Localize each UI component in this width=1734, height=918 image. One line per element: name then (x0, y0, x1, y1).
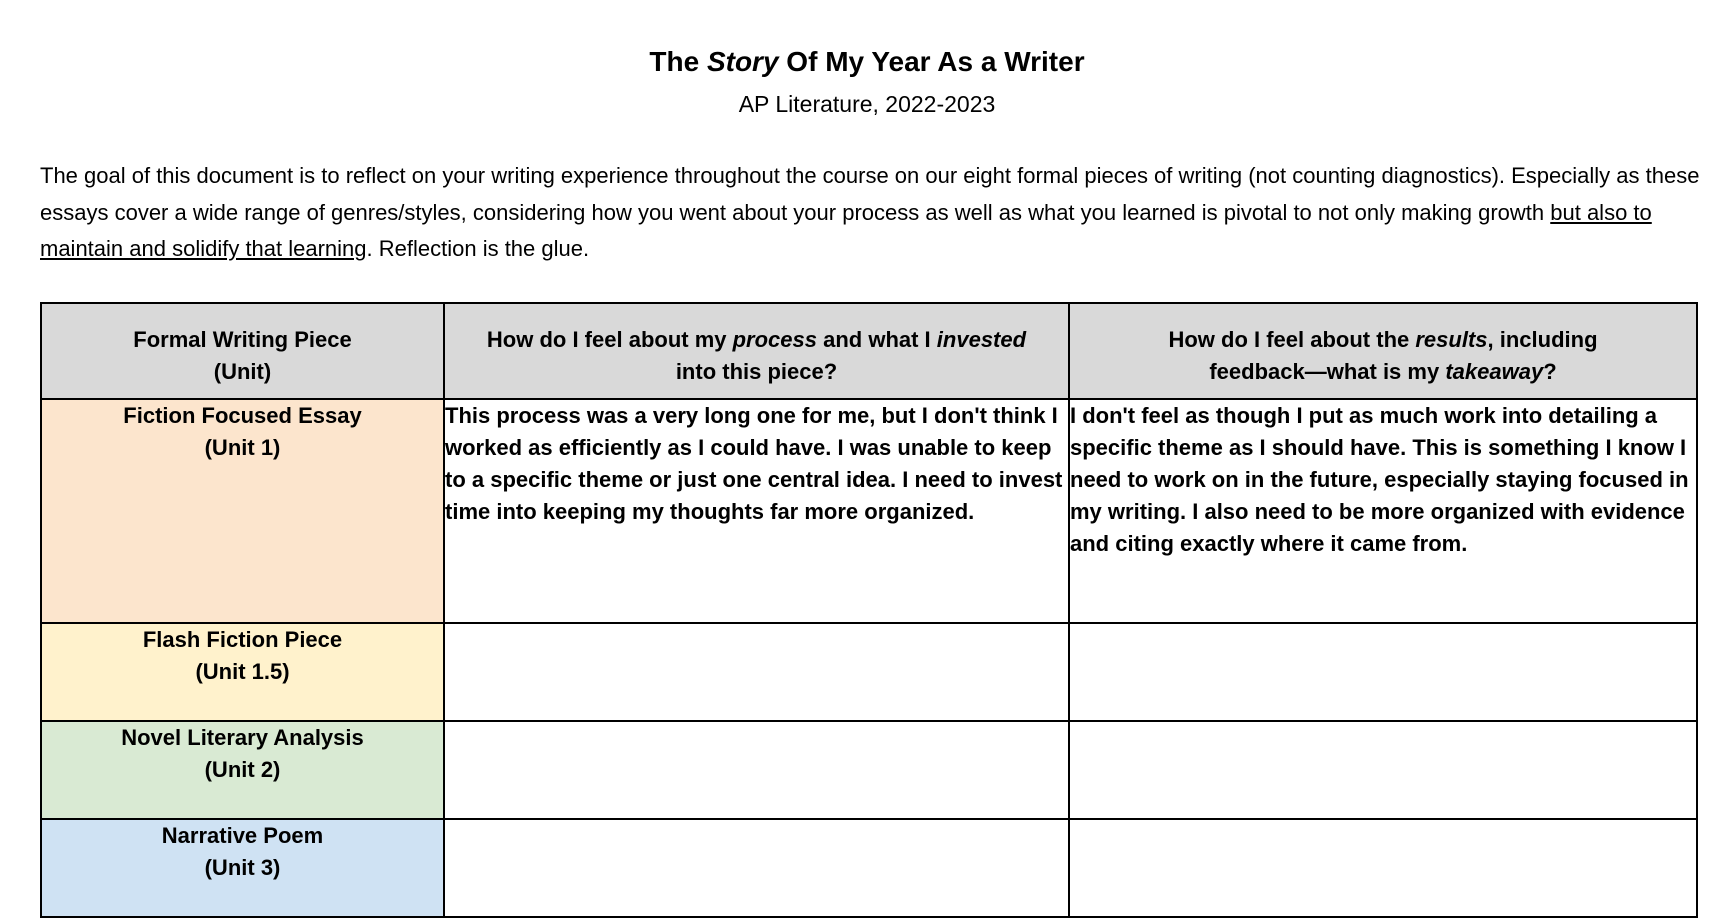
header-results-text-a: How do I feel about the (1168, 327, 1416, 352)
document-subtitle: AP Literature, 2022-2023 (738, 91, 996, 117)
header-process-em1: process (732, 327, 817, 352)
header-writing-piece-line2: (Unit) (213, 359, 272, 384)
header-process (444, 303, 1069, 399)
process-cell[interactable]: This process was a very long one for me, but I don't think I worked as efficiently as I could have. I was unable to keep to a specific theme or just one central idea. I need to invest time into keeping my thoughts far more organized. (444, 399, 1069, 623)
intro-text-b: . Reflection is the glue. (366, 236, 590, 261)
title-emphasis: Story (706, 46, 779, 77)
header-results-em2: takeaway (1445, 359, 1544, 384)
unit-cell (41, 721, 444, 819)
header-results-em1: results (1415, 327, 1488, 352)
document-title (0, 44, 1734, 80)
title-prefix: The (649, 46, 707, 77)
unit-cell (41, 819, 444, 917)
header-results-text-b: , including (1487, 327, 1598, 352)
header-process-text-a: How do I feel about my (486, 327, 733, 352)
header-writing-piece (41, 303, 444, 399)
unit-name: Narrative Poem (161, 823, 324, 848)
header-process-em2: invested (936, 327, 1027, 352)
header-results-text-c: feedback—what is my (1209, 359, 1446, 384)
intro-text-a: The goal of this document is to reflect on your writing experience throughout the course on our eight formal pieces of writing (not counting diagnostics). Especially as these essays cover a wide range of genres/styles, considering how you went about your process as well as what you learned is pivotal to not only making growth (40, 163, 1700, 225)
header-results-line1 (1070, 324, 1696, 356)
unit-number: (Unit 1) (204, 435, 281, 460)
unit-cell (41, 399, 444, 623)
unit-number: (Unit 1.5) (195, 659, 290, 684)
header-results-text-d: ? (1543, 359, 1557, 384)
unit-name: Fiction Focused Essay (123, 403, 362, 428)
results-cell[interactable] (1069, 819, 1697, 917)
header-results (1069, 303, 1697, 399)
unit-number: (Unit 2) (204, 757, 281, 782)
process-cell[interactable] (444, 623, 1069, 721)
header-results-line2 (1070, 356, 1696, 388)
table-row (41, 399, 1697, 623)
header-process-line1 (445, 324, 1068, 356)
unit-number: (Unit 3) (204, 855, 281, 880)
results-cell[interactable] (1069, 623, 1697, 721)
header-process-line2: into this piece? (675, 359, 838, 384)
process-cell[interactable] (444, 721, 1069, 819)
unit-cell (41, 623, 444, 721)
intro-underlined: but also to maintain and solidify that learning (40, 199, 1652, 261)
title-suffix: Of My Year As a Writer (778, 46, 1085, 77)
unit-name: Novel Literary Analysis (121, 725, 364, 750)
header-process-text-b: and what I (817, 327, 937, 352)
unit-name: Flash Fiction Piece (142, 627, 343, 652)
results-cell[interactable] (1069, 721, 1697, 819)
intro-paragraph (40, 158, 1700, 268)
reflection-table (40, 302, 1698, 918)
table-row (41, 623, 1697, 721)
table-row (41, 721, 1697, 819)
table-row (41, 819, 1697, 917)
results-cell[interactable]: I don't feel as though I put as much work into detailing a specific theme as I should have. This is something I know I need to work on in the future, especially staying focused in my writing. I also need to be more organized with evidence and citing exactly where it came from. (1069, 399, 1697, 623)
process-cell[interactable] (444, 819, 1069, 917)
header-writing-piece-line1: Formal Writing Piece (133, 327, 352, 352)
header-row (41, 303, 1697, 399)
